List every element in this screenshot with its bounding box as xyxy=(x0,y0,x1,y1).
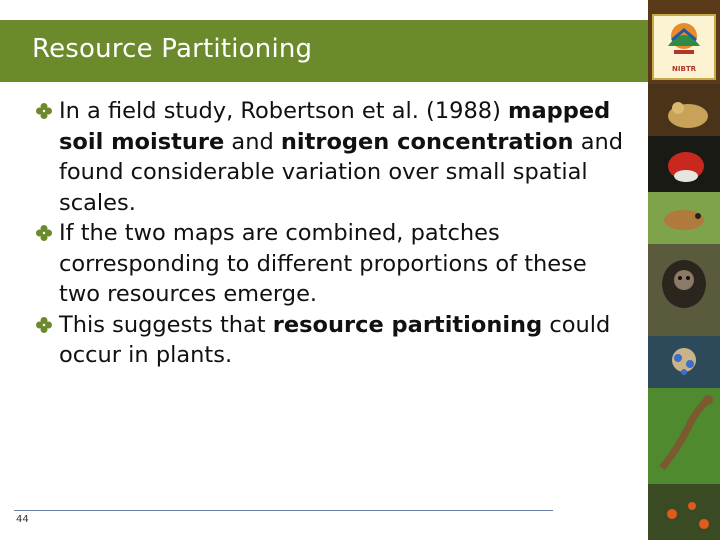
bullet-text: If the two maps are combined, patches corresponding to different proportions of these two resources emerge. xyxy=(59,220,587,307)
bullet-text: and found considerable variation over small spatial scales. xyxy=(59,128,624,216)
red-frog-photo xyxy=(648,136,720,192)
bullet-text: This suggests that xyxy=(59,311,273,338)
frog-photo xyxy=(648,84,720,136)
diamond-bullet-icon xyxy=(36,317,52,333)
monkey-photo xyxy=(648,244,720,336)
bullet-item xyxy=(34,218,634,310)
slide-title: Resource Partitioning xyxy=(32,34,313,64)
bullet-text-bold: mapped soil moisture xyxy=(59,98,611,155)
bullet-text: In a field study, Robertson et al. (1988) xyxy=(59,98,509,124)
bullet-item xyxy=(34,96,634,218)
bullet-item xyxy=(34,310,634,371)
bullet-text: and xyxy=(224,128,281,155)
octopus-photo xyxy=(648,336,720,388)
insect-photo xyxy=(648,484,720,540)
logo-emblem-icon xyxy=(654,16,714,64)
diamond-bullet-icon xyxy=(36,103,52,119)
lizard-photo xyxy=(648,388,720,484)
page-number: 44 xyxy=(16,514,29,525)
toad-photo xyxy=(648,192,720,244)
bullet-list xyxy=(34,96,634,371)
footer-divider xyxy=(14,510,553,511)
bullet-text-bold: nitrogen concentration xyxy=(280,128,574,155)
bullet-text-bold: resource partitioning xyxy=(272,311,543,338)
bullet-text: could occur in plants. xyxy=(59,311,611,368)
diamond-bullet-icon xyxy=(36,225,52,241)
logo-text: NIBTR xyxy=(672,65,696,73)
logo xyxy=(652,14,716,80)
